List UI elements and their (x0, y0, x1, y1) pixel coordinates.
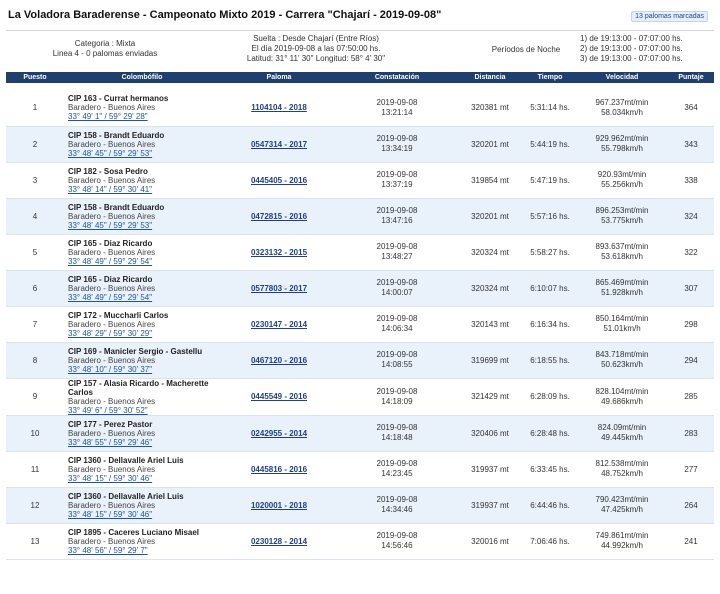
speed-km-h: 49.445km/h (601, 433, 643, 442)
breeder-name: CIP 165 - Diaz Ricardo (68, 274, 153, 284)
position-cell: 9 (6, 378, 64, 415)
time-cell: 7:06:46 hs. (524, 523, 576, 559)
breeder-location: Baradero - Buenos Aires (68, 211, 156, 221)
breeder-location: Baradero - Buenos Aires (68, 355, 156, 365)
column-header-constatacin: Constatación (338, 72, 456, 83)
arrival-date: 2019-09-08 (376, 314, 418, 323)
breeder-cell (64, 270, 220, 306)
breeder-name: CIP 182 - Sosa Pedro (68, 166, 148, 176)
speed-cell (576, 234, 668, 270)
breeder-coordinates-link[interactable]: 33° 48' 29" / 59° 30' 29" (68, 328, 153, 338)
position-cell: 11 (6, 451, 64, 487)
breeder-location: Baradero - Buenos Aires (68, 283, 156, 293)
breeder-name: CIP 1895 - Caceres Luciano Misael (68, 527, 200, 537)
breeder-name: CIP 158 - Brandt Eduardo (68, 130, 165, 140)
breeder-location: Baradero - Buenos Aires (68, 500, 156, 510)
speed-cell (576, 378, 668, 415)
breeder-coordinates-link[interactable]: 33° 48' 45" / 59° 29' 53" (68, 148, 153, 158)
breeder-cell (64, 90, 220, 126)
marked-count-badge[interactable]: 13 palomas marcadas (631, 11, 708, 22)
arrival-date: 2019-09-08 (376, 242, 418, 251)
pigeon-cell (220, 270, 338, 306)
pigeon-ring-link[interactable]: 0323132 - 2015 (250, 247, 308, 257)
time-cell: 6:10:07 hs. (524, 270, 576, 306)
speed-km-h: 53.618km/h (601, 252, 643, 261)
arrival-time: 14:34:46 (381, 505, 413, 514)
position-cell: 8 (6, 342, 64, 378)
speed-km-h: 53.775km/h (601, 216, 643, 225)
speed-mt-min: 828.104mt/min (595, 386, 649, 396)
breeder-cell (64, 126, 220, 162)
breeder-name: CIP 1360 - Dellavalle Ariel Luis (68, 455, 184, 465)
pigeon-cell (220, 342, 338, 378)
table-row (6, 378, 714, 415)
table-row (6, 487, 714, 523)
column-header-puntaje: Puntaje (668, 72, 714, 83)
breeder-location: Baradero - Buenos Aires (68, 175, 156, 185)
position-cell: 2 (6, 126, 64, 162)
position-cell: 12 (6, 487, 64, 523)
score-cell: 307 (668, 270, 714, 306)
speed-km-h: 58.034km/h (601, 107, 643, 117)
arrival-cell (338, 523, 456, 559)
speed-cell (576, 523, 668, 559)
column-header-tiempo: Tiempo (524, 72, 576, 83)
distance-cell: 320016 mt (456, 523, 524, 559)
category-info (30, 39, 180, 59)
arrival-date: 2019-09-08 (376, 459, 418, 468)
speed-km-h: 48.752km/h (601, 469, 643, 478)
distance-cell: 320406 mt (456, 415, 524, 451)
table-row (6, 306, 714, 342)
pigeon-cell (220, 451, 338, 487)
pigeon-cell (220, 90, 338, 126)
breeder-name: CIP 157 - Alasia Ricardo - Macherette Carlos (68, 378, 209, 397)
arrival-date: 2019-09-08 (376, 495, 418, 504)
breeder-location: Baradero - Buenos Aires (68, 428, 156, 438)
pigeon-cell (220, 198, 338, 234)
breeder-coordinates-link[interactable]: 33° 48' 15" / 59° 30' 46" (68, 473, 153, 483)
arrival-time: 13:47:16 (381, 216, 413, 225)
pigeon-ring-link[interactable]: 0547314 - 2017 (250, 139, 308, 149)
category-label: Categoria : Mixta (74, 39, 136, 48)
night-periods-label: Períodos de Noche (491, 45, 561, 54)
column-header-velocidad: Velocidad (576, 72, 668, 83)
time-cell: 5:31:14 hs. (524, 90, 576, 126)
arrival-time: 13:48:27 (381, 252, 413, 261)
breeder-cell (64, 198, 220, 234)
breeder-coordinates-link[interactable]: 33° 48' 49" / 59° 29' 54" (68, 292, 153, 302)
table-row (6, 523, 714, 559)
distance-cell: 320201 mt (456, 126, 524, 162)
arrival-cell (338, 198, 456, 234)
arrival-time: 13:21:14 (381, 107, 413, 117)
speed-cell (576, 90, 668, 126)
distance-cell: 320324 mt (456, 270, 524, 306)
speed-cell (576, 126, 668, 162)
arrival-time: 14:18:09 (381, 396, 413, 406)
speed-cell (576, 306, 668, 342)
arrival-time: 14:08:55 (381, 360, 413, 369)
column-header-paloma: Paloma (220, 72, 338, 83)
pigeon-ring-link[interactable]: 1020001 - 2018 (250, 500, 308, 510)
breeder-cell (64, 378, 220, 415)
position-cell: 5 (6, 234, 64, 270)
breeder-cell (64, 234, 220, 270)
score-cell: 364 (668, 90, 714, 126)
arrival-date: 2019-09-08 (376, 206, 418, 215)
release-coordinates: Latitud: 31° 11' 30" Longitud: 58° 4' 30" (246, 54, 386, 63)
pigeon-ring-link[interactable]: 0445549 - 2016 (250, 392, 308, 401)
release-place: Suelta : Desde Chajarí (Entre Ríos) (253, 34, 379, 43)
speed-mt-min: 843.718mt/min (595, 350, 649, 359)
arrival-cell (338, 415, 456, 451)
title-bar (6, 0, 714, 30)
score-cell: 264 (668, 487, 714, 523)
column-header-puesto: Puesto (6, 72, 64, 83)
arrival-date: 2019-09-08 (376, 97, 418, 107)
time-cell: 6:28:09 hs. (524, 378, 576, 415)
results-table (6, 72, 714, 560)
table-row (6, 451, 714, 487)
speed-km-h: 49.686km/h (601, 396, 643, 406)
score-cell: 338 (668, 162, 714, 198)
arrival-time: 13:34:19 (381, 144, 413, 153)
distance-cell: 319937 mt (456, 487, 524, 523)
night-period-3: 3) de 19:13:00 - 07:07:00 hs. (580, 54, 683, 63)
distance-cell: 320324 mt (456, 234, 524, 270)
release-date: El día 2019-09-08 a las 07:50:00 hs. (251, 44, 381, 53)
breeder-cell (64, 523, 220, 559)
time-cell: 6:18:55 hs. (524, 342, 576, 378)
breeder-cell (64, 306, 220, 342)
breeder-cell (64, 162, 220, 198)
breeder-location: Baradero - Buenos Aires (68, 103, 156, 113)
arrival-cell (338, 306, 456, 342)
arrival-time: 14:06:34 (381, 324, 413, 333)
speed-mt-min: 893.637mt/min (595, 242, 649, 251)
speed-mt-min: 929.962mt/min (595, 134, 649, 143)
column-header-distancia: Distancia (456, 72, 524, 83)
breeder-name: CIP 165 - Diaz Ricardo (68, 238, 153, 248)
position-cell: 10 (6, 415, 64, 451)
arrival-cell (338, 378, 456, 415)
speed-km-h: 44.992km/h (601, 541, 643, 550)
breeder-coordinates-link[interactable]: 33° 48' 56" / 59° 29' 7" (68, 545, 148, 555)
arrival-cell (338, 342, 456, 378)
speed-cell (576, 487, 668, 523)
speed-cell (576, 451, 668, 487)
speed-mt-min: 812.538mt/min (595, 459, 649, 468)
score-cell: 283 (668, 415, 714, 451)
score-cell: 322 (668, 234, 714, 270)
speed-mt-min: 749.861mt/min (595, 531, 649, 540)
breeder-coordinates-link[interactable]: 33° 48' 45" / 59° 29' 53" (68, 220, 153, 230)
arrival-date: 2019-09-08 (376, 170, 418, 179)
table-row (6, 270, 714, 306)
column-header-colombfilo: Colombófilo (64, 72, 220, 83)
breeder-coordinates-link[interactable]: 33° 48' 14" / 59° 30' 41" (68, 184, 153, 194)
line-label: Linea 4 - 0 palomas enviadas (52, 49, 158, 58)
arrival-cell (338, 162, 456, 198)
time-cell: 6:44:46 hs. (524, 487, 576, 523)
time-cell: 5:44:19 hs. (524, 126, 576, 162)
night-period-2: 2) de 19:13:00 - 07:07:00 hs. (580, 44, 683, 53)
breeder-name: CIP 1360 - Dellavalle Ariel Luis (68, 491, 184, 501)
arrival-cell (338, 90, 456, 126)
time-cell: 6:16:34 hs. (524, 306, 576, 342)
speed-km-h: 50.623km/h (601, 360, 643, 369)
pigeon-ring-link[interactable]: 0472815 - 2016 (250, 211, 308, 221)
speed-cell (576, 415, 668, 451)
pigeon-cell (220, 162, 338, 198)
arrival-time: 14:18:48 (381, 433, 413, 442)
breeder-coordinates-link[interactable]: 33° 49' 6" / 59° 30' 52" (68, 405, 148, 415)
pigeon-ring-link[interactable]: 0577803 - 2017 (250, 283, 308, 293)
table-row (6, 162, 714, 198)
race-info (6, 30, 714, 72)
breeder-name: CIP 169 - Manicler Sergio - Gastellu (68, 346, 203, 356)
pigeon-cell (220, 306, 338, 342)
arrival-time: 13:37:19 (381, 180, 413, 189)
table-row (6, 90, 714, 126)
arrival-time: 14:00:07 (381, 288, 413, 297)
time-cell: 6:28:48 hs. (524, 415, 576, 451)
breeder-location: Baradero - Buenos Aires (68, 536, 156, 546)
breeder-name: CIP 172 - Muccharli Carlos (68, 310, 169, 320)
breeder-cell (64, 342, 220, 378)
pigeon-cell (220, 415, 338, 451)
speed-km-h: 51.01km/h (603, 324, 641, 333)
speed-km-h: 47.425km/h (601, 505, 643, 514)
arrival-date: 2019-09-08 (376, 134, 418, 143)
position-cell: 6 (6, 270, 64, 306)
arrival-cell (338, 451, 456, 487)
position-cell: 4 (6, 198, 64, 234)
table-row (6, 198, 714, 234)
pigeon-ring-link[interactable]: 1104104 - 2018 (251, 103, 307, 113)
speed-mt-min: 865.469mt/min (595, 278, 649, 287)
time-cell: 5:47:19 hs. (524, 162, 576, 198)
breeder-coordinates-link[interactable]: 33° 48' 49" / 59° 29' 54" (68, 256, 153, 266)
speed-mt-min: 850.164mt/min (595, 314, 649, 323)
release-info (236, 34, 396, 64)
pigeon-ring-link[interactable]: 0467120 - 2016 (250, 355, 308, 365)
table-body (6, 83, 714, 559)
score-cell: 298 (668, 306, 714, 342)
pigeon-cell (220, 523, 338, 559)
breeder-location: Baradero - Buenos Aires (68, 319, 156, 329)
breeder-coordinates-link[interactable]: 33° 48' 15" / 59° 30' 46" (68, 509, 153, 519)
speed-km-h: 51.928km/h (601, 288, 643, 297)
speed-mt-min: 920.93mt/min (597, 170, 647, 179)
arrival-cell (338, 126, 456, 162)
table-row (6, 234, 714, 270)
position-cell: 1 (6, 90, 64, 126)
time-cell: 5:57:16 hs. (524, 198, 576, 234)
arrival-date: 2019-09-08 (376, 278, 418, 287)
table-row (6, 415, 714, 451)
speed-km-h: 55.798km/h (601, 144, 643, 153)
pigeon-ring-link[interactable]: 0242955 - 2014 (250, 428, 308, 438)
score-cell: 343 (668, 126, 714, 162)
breeder-location: Baradero - Buenos Aires (68, 396, 156, 406)
score-cell: 294 (668, 342, 714, 378)
arrival-date: 2019-09-08 (376, 531, 418, 540)
breeder-location: Baradero - Buenos Aires (68, 464, 156, 474)
speed-mt-min: 824.09mt/min (597, 423, 647, 432)
score-cell: 324 (668, 198, 714, 234)
table-header (6, 72, 714, 83)
score-cell: 277 (668, 451, 714, 487)
distance-cell: 319699 mt (456, 342, 524, 378)
pigeon-ring-link[interactable]: 0445405 - 2016 (250, 175, 308, 185)
night-periods-list (580, 34, 704, 64)
arrival-cell (338, 487, 456, 523)
breeder-coordinates-link[interactable]: 33° 48' 10" / 59° 30' 37" (68, 364, 153, 374)
breeder-name: CIP 163 - Currat hermanos (68, 94, 169, 104)
breeder-cell (64, 415, 220, 451)
breeder-location: Baradero - Buenos Aires (68, 247, 156, 257)
score-cell: 285 (668, 378, 714, 415)
page-title: La Voladora Baraderense - Campeonato Mixto 2019 - Carrera "Chajarí - 2019-09-08" (8, 9, 442, 21)
breeder-cell (64, 451, 220, 487)
table-row (6, 126, 714, 162)
distance-cell: 320381 mt (456, 90, 524, 126)
distance-cell: 320143 mt (456, 306, 524, 342)
arrival-cell (338, 270, 456, 306)
speed-km-h: 55.256km/h (601, 180, 643, 189)
arrival-date: 2019-09-08 (376, 423, 418, 432)
time-cell: 5:58:27 hs. (524, 234, 576, 270)
pigeon-ring-link[interactable]: 0230147 - 2014 (250, 319, 308, 329)
distance-cell: 319854 mt (456, 162, 524, 198)
distance-cell: 320201 mt (456, 198, 524, 234)
arrival-date: 2019-09-08 (376, 350, 418, 359)
pigeon-cell (220, 126, 338, 162)
position-cell: 13 (6, 523, 64, 559)
breeder-location: Baradero - Buenos Aires (68, 139, 156, 149)
speed-cell (576, 198, 668, 234)
time-cell: 6:33:45 hs. (524, 451, 576, 487)
breeder-coordinates-link[interactable]: 33° 48' 55" / 59° 29' 46" (68, 437, 153, 447)
arrival-time: 14:56:46 (381, 541, 413, 550)
speed-mt-min: 896.253mt/min (595, 206, 649, 215)
speed-cell (576, 162, 668, 198)
speed-mt-min: 967.237mt/min (595, 97, 649, 107)
pigeon-ring-link[interactable]: 0230128 - 2014 (250, 536, 308, 546)
speed-cell (576, 342, 668, 378)
score-cell: 241 (668, 523, 714, 559)
breeder-cell (64, 487, 220, 523)
distance-cell: 321429 mt (456, 378, 524, 415)
position-cell: 7 (6, 306, 64, 342)
arrival-cell (338, 234, 456, 270)
arrival-time: 14:23:45 (381, 469, 413, 478)
pigeon-cell (220, 487, 338, 523)
speed-mt-min: 790.423mt/min (595, 495, 649, 504)
pigeon-cell (220, 378, 338, 415)
arrival-date: 2019-09-08 (376, 386, 418, 396)
pigeon-cell (220, 234, 338, 270)
table-row (6, 342, 714, 378)
breeder-name: CIP 177 - Perez Pastor (68, 419, 153, 429)
distance-cell: 319937 mt (456, 451, 524, 487)
night-period-1: 1) de 19:13:00 - 07:07:00 hs. (580, 34, 683, 43)
breeder-name: CIP 158 - Brandt Eduardo (68, 202, 165, 212)
pigeon-ring-link[interactable]: 0445816 - 2016 (250, 464, 308, 474)
breeder-coordinates-link[interactable]: 33° 49' 1" / 59° 29' 28" (68, 112, 148, 122)
speed-cell (576, 270, 668, 306)
position-cell: 3 (6, 162, 64, 198)
